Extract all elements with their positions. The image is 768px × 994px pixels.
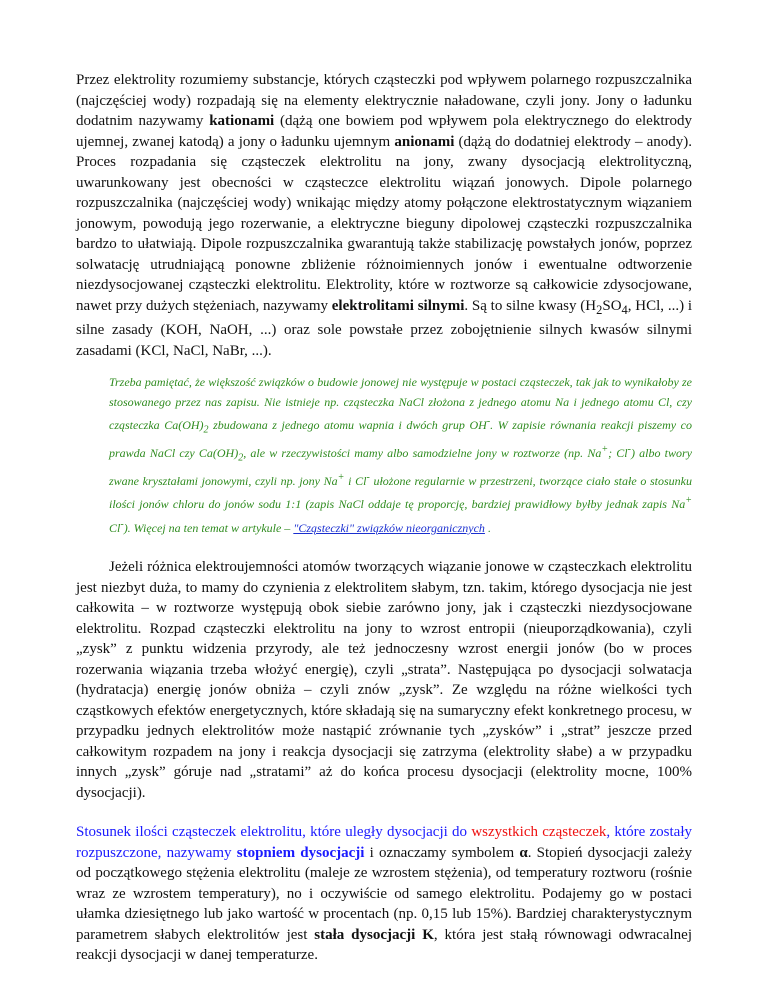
text-run: , HCl, ...) i silne zasady (KOH, NaOH, ...) oraz sole powstałe przez zobojętnienie silnych kwasów silnymi zasadami (KCl, NaCl, NaBr, ...). bbox=[76, 297, 692, 359]
paragraph-weak-electrolytes: Jeżeli różnica elektroujemności atomów tworzących wiązanie jonowe w cząsteczkach elektrolitu jest niezbyt duża, to mamy do czynienia z elektrolitem słabym, tzn. takim, którego dysocjacja nie jest całkowita – w roztworze występują obok siebie zarówno jony, jak i cząsteczki niezdysocjowane elektrolitu. Rozpad cząsteczki elektrolitu na jony to wzrost entropii (nieuporządkowania), czyli „zysk” z punktu widzenia przyrody, ale też jednoczesny wzrost energii jonów (bo w proces rozerwania wiązania trzeba włożyć energię), czyli „strata”. Następująca po dysocjacji solwatacja (hydratacja) energię jonów obniża – czyli znów „zysk”. Ze względu na różne wielkości tych cząstkowych efektów energetycznych, które składają się na sumaryczny efekt konkretnego procesu, w przypadku jednych elektrolitów może nastąpić zrównanie tych „zysków” i „strat” jeszcze przed całkowitym rozpadem na jony i reakcja dysocjacji się zatrzyma (elektrolity słabe) a w przypadku innych „zysk” góruje nad „stratami” aż do końca procesu dysocjacji (elektrolity mocne, 100% dysocjacji). bbox=[76, 559, 692, 801]
superscript: - bbox=[120, 518, 124, 530]
superscript: - bbox=[486, 416, 491, 427]
subscript: 2 bbox=[596, 302, 603, 317]
superscript: - bbox=[366, 471, 370, 483]
text-run: (dążą one bowiem pod wpływem pola elektrycznego do elektrody ujemnej, zwanej katodą) a jony o ładunku ujemnym bbox=[76, 113, 693, 150]
note-text: ). Więcej na ten temat w artykule – bbox=[123, 520, 294, 535]
text-run: . Są to silne kwasy (H bbox=[464, 297, 597, 314]
text-run: . Stopień dysocjacji zależy od początkowego stężenia elektrolitu (maleje ze wzrostem stężenia), od temperatury roztworu (rośnie wraz ze wzrostem temperatury), no i oczywiście od samego elektrolitu. Podajemy go w postaci ułamka dziesiętnego lub jako wartość w procentach (np. 0,15 lub 15%). Bardziej charakterystycznym parametrem słabych elektrolitów jest bbox=[76, 844, 692, 943]
term-anions: anionami bbox=[394, 133, 455, 150]
note-text: ułożone regularnie w przestrzeni, tworzące ciało stałe o stosunku ilości jonów chloru do jonów sodu 1:1 (zapis NaCl oddaje tę proporcję, bardziej prawidłowy byłby jednak zapis Na bbox=[109, 473, 693, 512]
term-dissociation-constant: stała dysocjacji K bbox=[314, 926, 434, 943]
paragraph-dissociation-degree bbox=[76, 822, 692, 966]
superscript: + bbox=[601, 443, 609, 455]
highlight-definition: , które zostały rozpuszczone, nazywamy bbox=[76, 824, 692, 861]
text-run: i oznaczamy symbolem bbox=[364, 844, 520, 861]
note-text: . W zapisie równania reakcji piszemy co prawda NaCl czy Ca(OH) bbox=[109, 418, 692, 460]
subscript: 4 bbox=[621, 302, 628, 317]
ionic-compounds-note bbox=[109, 373, 692, 538]
note-text: ; Cl bbox=[608, 445, 628, 460]
paragraph-electrolytes bbox=[76, 70, 692, 361]
superscript: + bbox=[337, 471, 345, 483]
note-text: , ale w rzeczywistości mamy albo samodzielne jony w roztworze (np. Na bbox=[243, 445, 602, 460]
text-run: SO bbox=[602, 297, 622, 314]
highlight-all-molecules: wszystkich cząsteczek bbox=[471, 824, 607, 841]
term-strong-electrolytes: elektrolitami silnymi bbox=[331, 297, 465, 314]
term-cations: kationami bbox=[209, 113, 275, 129]
note-text: Trzeba pamiętać, że większość związków o budowie jonowej nie występuje w postaci cząsteczek, tak jak to wynikałoby ze stosowanego przez nas zapisu. Nie istnieje np. cząsteczka NaCl złożona z jednego atomu Na i jednego atomu Cl, czy cząsteczka Ca(OH) bbox=[109, 375, 692, 432]
term-dissociation-degree: stopniem dysocjacji bbox=[236, 844, 365, 861]
note-text: ) albo twory zwane kryształami jonowymi, czyli np. jony Na bbox=[109, 445, 692, 488]
superscript: - bbox=[627, 443, 631, 455]
subscript: 2 bbox=[238, 452, 244, 464]
note-text: Cl bbox=[109, 520, 121, 535]
superscript: + bbox=[685, 495, 692, 507]
text-run: , która jest stałą równowagi odwracalnej reakcji dysocjacji w danej temperaturze. bbox=[76, 926, 692, 964]
text-run: Przez elektrolity rozumiemy substancje, których cząsteczki pod wpływem polarnego rozpuszczalnika (najczęściej wody) rozpadają się na elementy elektrycznie naładowane, czyli jony. Jony o ładunku dodatnim nazywamy bbox=[76, 72, 692, 129]
document-page bbox=[76, 70, 692, 966]
subscript: 2 bbox=[203, 424, 209, 436]
note-text: zbudowana z jednego atomu wapnia i dwóch grup OH bbox=[208, 418, 487, 432]
note-text: . bbox=[484, 520, 491, 535]
note-text: i Cl bbox=[344, 473, 367, 488]
text-run: (dążą do dodatniej elektrody – anody). Proces rozpadania się cząsteczek elektrolitu na jony, zwany dysocjacją elektrolityczną, uwarunkowany jest obecności w cząsteczce elektrolitu wiązań jonowych. Dipole polarnego rozpuszczalnika (najczęściej wody) wnikając między atomy połączone elektrostatycznym wiązaniem jonowym, powodują jego rozerwanie, a elektryczne bieguny dipolowej cząsteczki rozpuszczalnika bardzo to ułatwiają. Dipole rozpuszczalnika gwarantują także stabilizację powstałych jonów, poprzez solwatację utrudniającą ponowne zbliżenie różnoimiennych jonów i ewentualne odtworzenie niezdysocjowanej cząsteczki elektrolitu. Elektrolity, które w roztworze są całkowicie zdysocjowane, nawet przy dużych stężeniach, nazywamy bbox=[76, 133, 692, 314]
article-link[interactable]: "Cząsteczki" związków nieorganicznych bbox=[293, 520, 485, 535]
symbol-alpha: α bbox=[519, 844, 528, 861]
highlight-definition: Stosunek ilości cząsteczek elektrolitu, które uległy dysocjacji do bbox=[76, 824, 472, 841]
